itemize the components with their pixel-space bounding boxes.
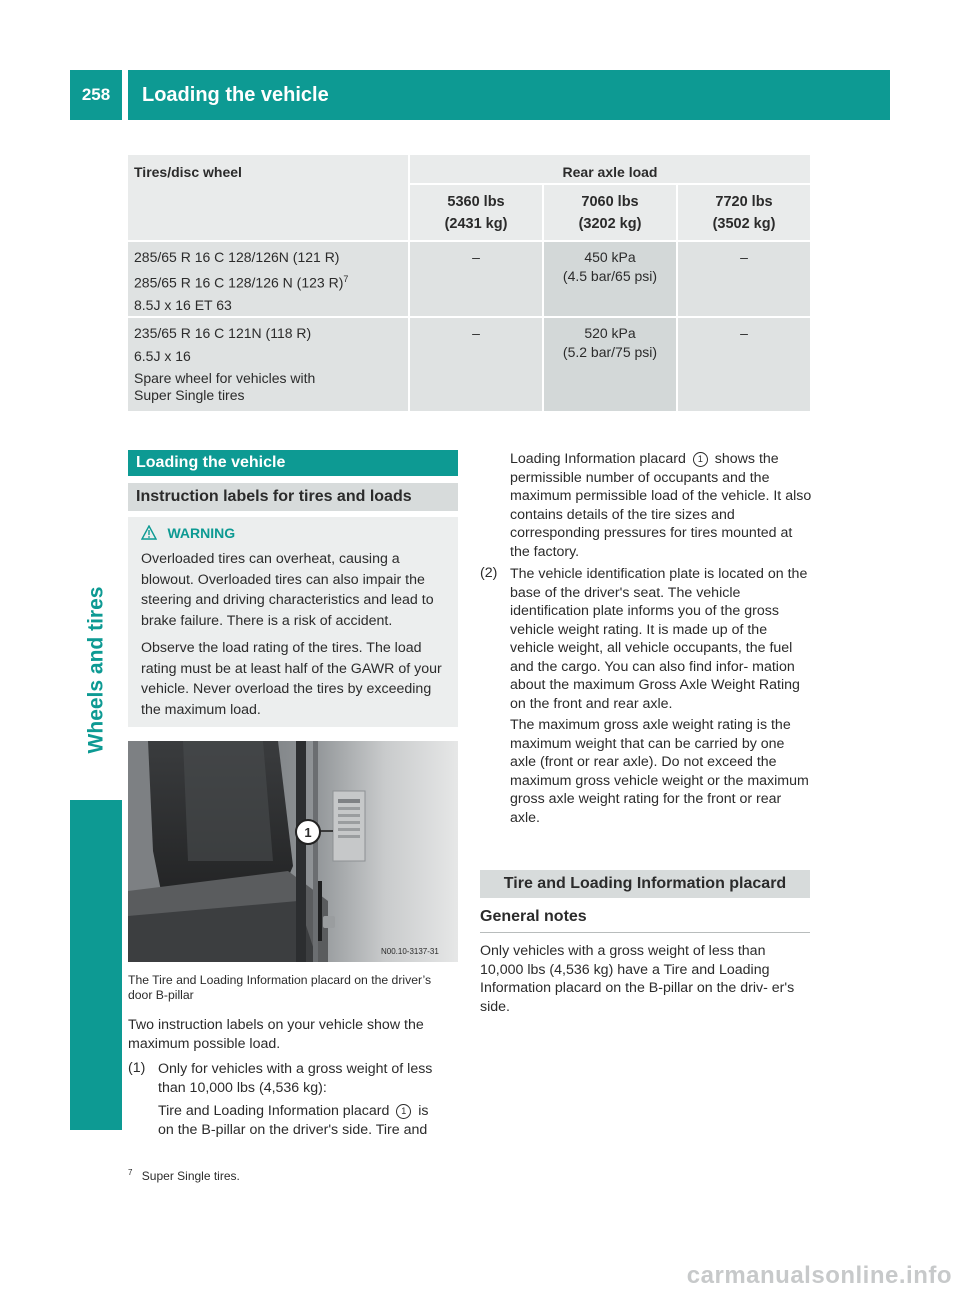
placard-photo (128, 741, 458, 962)
subheading-general-notes: General notes (480, 908, 587, 925)
table-row-1-c3 (678, 242, 810, 316)
table-header-tires (128, 155, 408, 240)
load-1-kg: (2431 kg) (444, 216, 508, 232)
table-row-1-c2 (544, 242, 676, 316)
warning-triangle-icon (141, 525, 157, 540)
row-2-line-1: 235/65 R 16 C 121N (118 R) (134, 325, 312, 341)
header-tires-label: Tires/disc wheel (134, 164, 242, 180)
callout-1-label: 1 (304, 824, 312, 840)
load-1-lbs: 5360 lbs (447, 194, 505, 210)
row-2-value-1: – (472, 325, 480, 341)
row-2-line-3: Spare wheel for vehicles with (134, 370, 316, 386)
row-1-line-2: 285/65 R 16 C 128/126 N (123 R) (134, 274, 344, 291)
table-row-2-c2 (544, 318, 676, 411)
warning-paragraph-1: Overloaded tires can overheat, causing a blowout. Overloaded tires can also impair the steering and driving characteristics and lead to brake failure. There is a risk of accident. (141, 551, 434, 629)
list-item-1-sub (158, 1102, 461, 1139)
row-1-value-2: 450 kPa (584, 249, 636, 265)
row-1-line-1: 285/65 R 16 C 128/126N (121 R) (134, 249, 340, 265)
table-header-load (410, 155, 810, 183)
list-item-1-number: (1) (128, 1060, 146, 1076)
table-row-2-c3 (678, 318, 810, 411)
row-2-value-3: – (740, 325, 748, 341)
item-1-sub-a: Tire and Loading Information placard (158, 1103, 390, 1119)
photo-caption: The Tire and Loading Information placard on the driver’s door B-pillar (128, 973, 432, 1002)
load-3-kg: (3502 kg) (712, 216, 776, 232)
callout-1 (295, 819, 321, 845)
tire-load-table (128, 155, 810, 411)
load-2-lbs: 7060 lbs (581, 194, 639, 210)
right-continuation (510, 450, 812, 561)
seat-b-pillar-illustration (128, 741, 458, 962)
row-1-value-1: – (472, 249, 480, 265)
list-item-2-number: (2) (480, 565, 498, 581)
cont-b: shows the permissible number of occupants and the maximum permissible load of the vehicle. It also contains details of the tire sizes and corresponding pressures for tires mounted at the factory. (510, 451, 812, 560)
warning-box (128, 517, 458, 727)
load-3-lbs: 7720 lbs (715, 194, 773, 210)
table-row-2-c1 (410, 318, 542, 411)
row-2-line-2: 6.5J x 16 (134, 348, 191, 364)
watermark: carmanualsonline.info (686, 1262, 952, 1289)
warning-paragraph-2: Observe the load rating of the tires. The load rating must be at least half of the GAWR of your vehicle. Never overload the tires by exceeding the maximum load. (141, 640, 442, 718)
subheading-rule (480, 932, 810, 933)
page-number: 258 (70, 70, 122, 120)
callout-ref-1-icon: 1 (396, 1104, 411, 1119)
load-col-3 (678, 185, 810, 240)
page-header-title: Loading the vehicle (128, 70, 890, 120)
intro-paragraph: Two instruction labels on your vehicle show the maximum possible load. (128, 1017, 424, 1052)
item-1-sub-b: is (418, 1103, 429, 1119)
subsection-heading-labels: Instruction labels for tires and loads (128, 483, 458, 511)
table-row-2-tires (128, 318, 408, 411)
footnote-ref: 7 (343, 274, 349, 284)
cont-a: Loading Information placard (510, 451, 686, 467)
warning-title: WARNING (167, 525, 236, 541)
load-col-2 (544, 185, 676, 240)
callout-ref-1b-icon: 1 (693, 452, 708, 467)
footnote-text: Super Single tires. (141, 1169, 240, 1183)
general-notes-paragraph: Only vehicles with a gross weight of less than 10,000 lbs (4,536 kg) have a Tire and Loading Information placard on the B-pillar on the driv- er's side. (480, 943, 795, 1015)
row-2-value-2: 520 kPa (584, 325, 636, 341)
item-1-sub-c: on the B-pillar on the driver's side. Tire and (158, 1121, 428, 1138)
footnote-mark: 7 (128, 1168, 133, 1177)
side-tab-label: Wheels and tires (84, 586, 108, 754)
load-col-1 (410, 185, 542, 240)
row-1-value-2-sub: (4.5 bar/65 psi) (562, 268, 658, 284)
section-heading-loading: Loading the vehicle (128, 450, 458, 476)
footnote (128, 1168, 240, 1183)
row-2-line-4: Super Single tires (134, 387, 245, 403)
list-item-1-text: Only for vehicles with a gross weight of less than 10,000 lbs (4,536 kg): (158, 1061, 433, 1096)
list-item-2-paragraph-2: The maximum gross axle weight rating is the maximum weight that can be carried by one axle (front or rear axle). Do not exceed the maximum gross vehicle weight or the maximum gross axle weight rating for the front or rear axle. (510, 717, 809, 826)
row-1-value-3: – (740, 249, 748, 265)
table-row-1-tires (128, 242, 408, 316)
side-tab-marker (70, 800, 122, 1130)
header-load-label: Rear axle load (562, 164, 658, 180)
row-2-value-2-sub: (5.2 bar/75 psi) (562, 344, 658, 360)
list-item-2-text: The vehicle identification plate is located on the base of the driver's seat. The vehicle identification plate informs you of the gross vehicle weight rating. It is made up of the vehicle weight, all vehicle occupants, the fuel and the cargo. You can also find infor- mation about the maximum Gross Axle Weight Rating on the front and rear axle. (510, 566, 808, 712)
row-1-line-3: 8.5J x 16 ET 63 (134, 296, 232, 313)
section-heading-placard: Tire and Loading Information placard (480, 870, 810, 898)
side-tab (70, 550, 122, 790)
image-code: N00.10-3137-31 (381, 947, 439, 956)
load-2-kg: (3202 kg) (578, 216, 642, 232)
warning-header (141, 525, 235, 543)
table-row-1-c1 (410, 242, 542, 316)
